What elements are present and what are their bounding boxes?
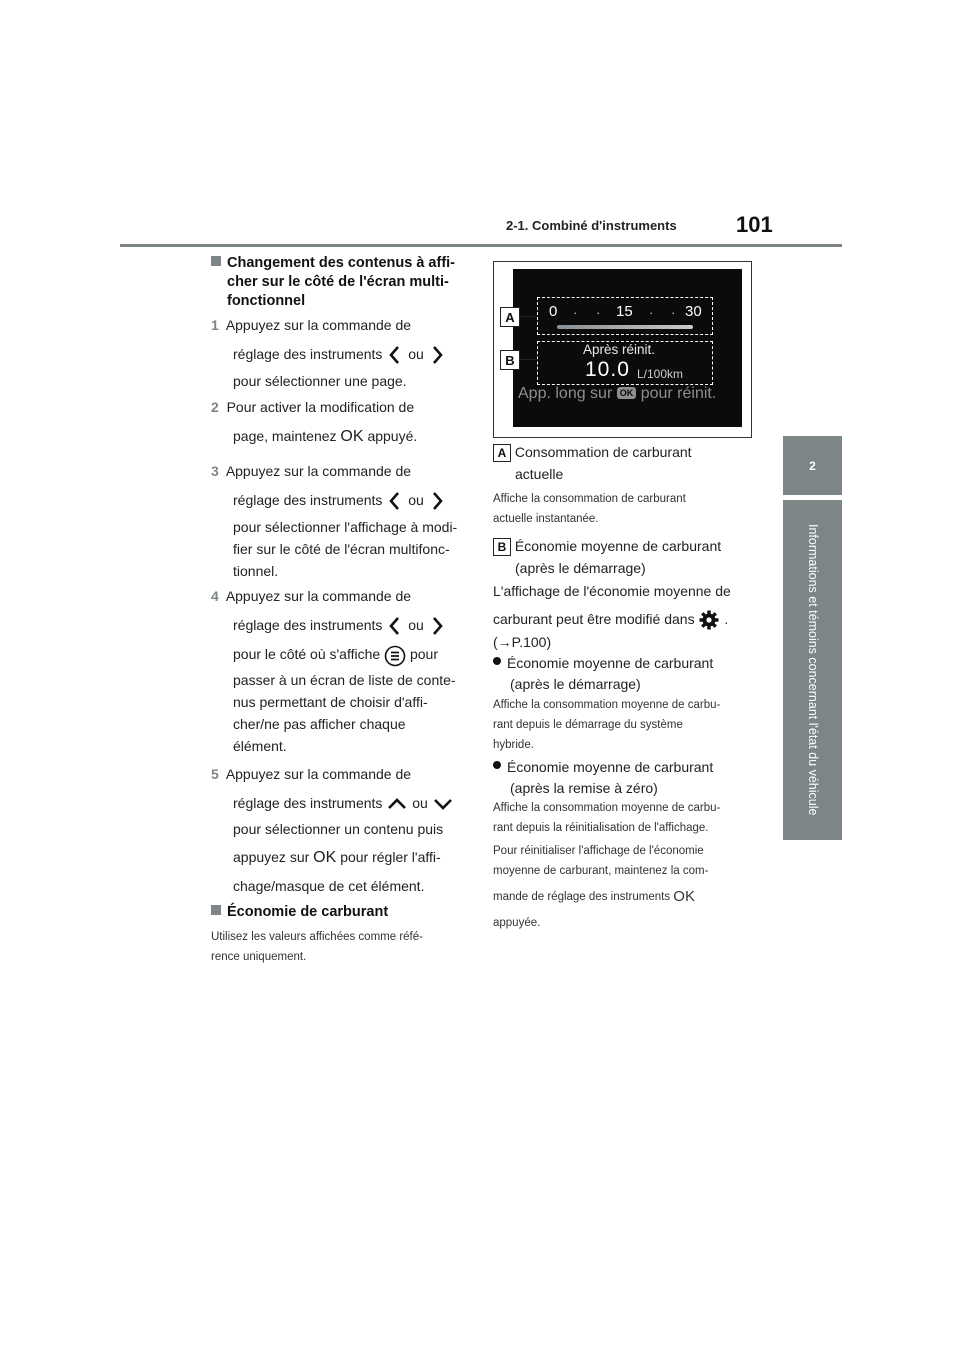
ok-button-icon: OK xyxy=(617,387,637,399)
chevron-up-icon xyxy=(386,795,408,813)
list-menu-icon xyxy=(384,645,406,667)
chevron-right-icon xyxy=(428,615,446,637)
callout-a-line xyxy=(520,316,538,317)
heading-change-contents: Changement des contenus à affi- cher sur le côté de l'écran multi- fonctionnel xyxy=(211,254,471,311)
header-rule xyxy=(120,244,842,247)
chapter-title xyxy=(796,505,830,835)
chevron-left-icon xyxy=(386,344,404,366)
scale-15: 15 xyxy=(616,303,633,320)
scale-0: 0 xyxy=(549,303,558,320)
reset-instructions: Pour réinitialiser l'affichage de l'économie moyenne de carburant, maintenez la com- mande de réglage des instruments OK appuyée. xyxy=(493,845,709,930)
bullet-icon xyxy=(493,657,501,665)
square-bullet-icon xyxy=(211,905,221,915)
square-bullet-icon xyxy=(211,256,221,266)
consumption-bar xyxy=(557,325,693,329)
step-5: 5 Appuyez sur la commande de réglage des instruments ou pour sélectionner un contenu puis appuyez sur OK pour régler l'affi- chage/masque de cet élément. xyxy=(211,763,471,897)
ok-icon: OK xyxy=(673,888,695,905)
chevron-left-icon xyxy=(386,615,404,637)
ok-icon: OK xyxy=(340,428,364,446)
bullet-after-start-desc: Affiche la consommation moyenne de carbu- rant depuis le démarrage du système hybride. xyxy=(493,699,721,751)
ok-icon: OK xyxy=(313,849,337,867)
economy-value: 10.0 xyxy=(585,358,630,381)
item-b: B Économie moyenne de carburant (après le démarrage) xyxy=(493,535,763,579)
note-reference: Utilisez les valeurs affichées comme réfé- rence uniquement. xyxy=(211,931,423,963)
bullet-after-reset-desc: Affiche la consommation moyenne de carbu- rant depuis la réinitialisation de l'affichage. xyxy=(493,802,721,834)
bullet-icon xyxy=(493,761,501,769)
chevron-left-icon xyxy=(386,490,404,512)
item-a: A Consommation de carburant actuelle xyxy=(493,441,763,485)
chapter-title-text: Informations et témoins concernant l'état du véhicule xyxy=(806,524,820,816)
label-a: A xyxy=(493,444,511,462)
reset-hint: App. long sur OK pour réinit. xyxy=(518,385,717,402)
page-number: 101 xyxy=(736,212,773,237)
chapter-tab: 2 xyxy=(783,436,842,495)
label-b: B xyxy=(493,538,511,556)
economy-setting-paragraph: L'affichage de l'économie moyenne de carburant peut être modifié dans . (→P.100) xyxy=(493,583,731,651)
scale-dot: · xyxy=(671,305,676,320)
step-2: 2 Pour activer la modification de page, maintenez OK appuyé. xyxy=(211,396,471,448)
chevron-down-icon xyxy=(432,795,454,813)
chevron-right-icon xyxy=(428,490,446,512)
bullet-after-start: Économie moyenne de carburant (après le démarrage) xyxy=(493,653,763,695)
step-4: 4 Appuyez sur la commande de réglage des instruments ou pour le côté où s'affiche pour passer à un écran de liste de conte- nus permettant de choisir d'affi- cher/ne pas afficher chaque élément. xyxy=(211,588,456,754)
display-screen xyxy=(513,269,742,427)
step-1: 1 Appuyez sur la commande de réglage des instruments ou pour sélectionner une page. xyxy=(211,314,471,392)
scale-dot: · xyxy=(649,305,654,320)
step-3: 3 Appuyez sur la commande de réglage des instruments ou pour sélectionner l'affichage à modi- fier sur le côté de l'écran multifonc- tionnel. xyxy=(211,463,458,580)
reset-label: Après réinit. xyxy=(583,342,656,357)
scale-30: 30 xyxy=(685,303,702,320)
chevron-right-icon xyxy=(428,344,446,366)
gear-icon xyxy=(698,609,720,631)
scale-dot: · xyxy=(596,305,601,320)
bullet-after-reset: Économie moyenne de carburant (après la remise à zéro) xyxy=(493,757,763,799)
callout-b: B xyxy=(500,350,520,370)
callout-a: A xyxy=(500,307,520,327)
callout-b-line xyxy=(520,359,538,360)
scale-dot: · xyxy=(573,305,578,320)
heading-fuel-economy: Économie de carburant xyxy=(211,903,471,922)
section-title: 2-1. Combiné d'instruments xyxy=(506,218,677,233)
economy-unit: L/100km xyxy=(637,367,684,381)
item-a-desc: Affiche la consommation de carburant actuelle instantanée. xyxy=(493,493,686,525)
